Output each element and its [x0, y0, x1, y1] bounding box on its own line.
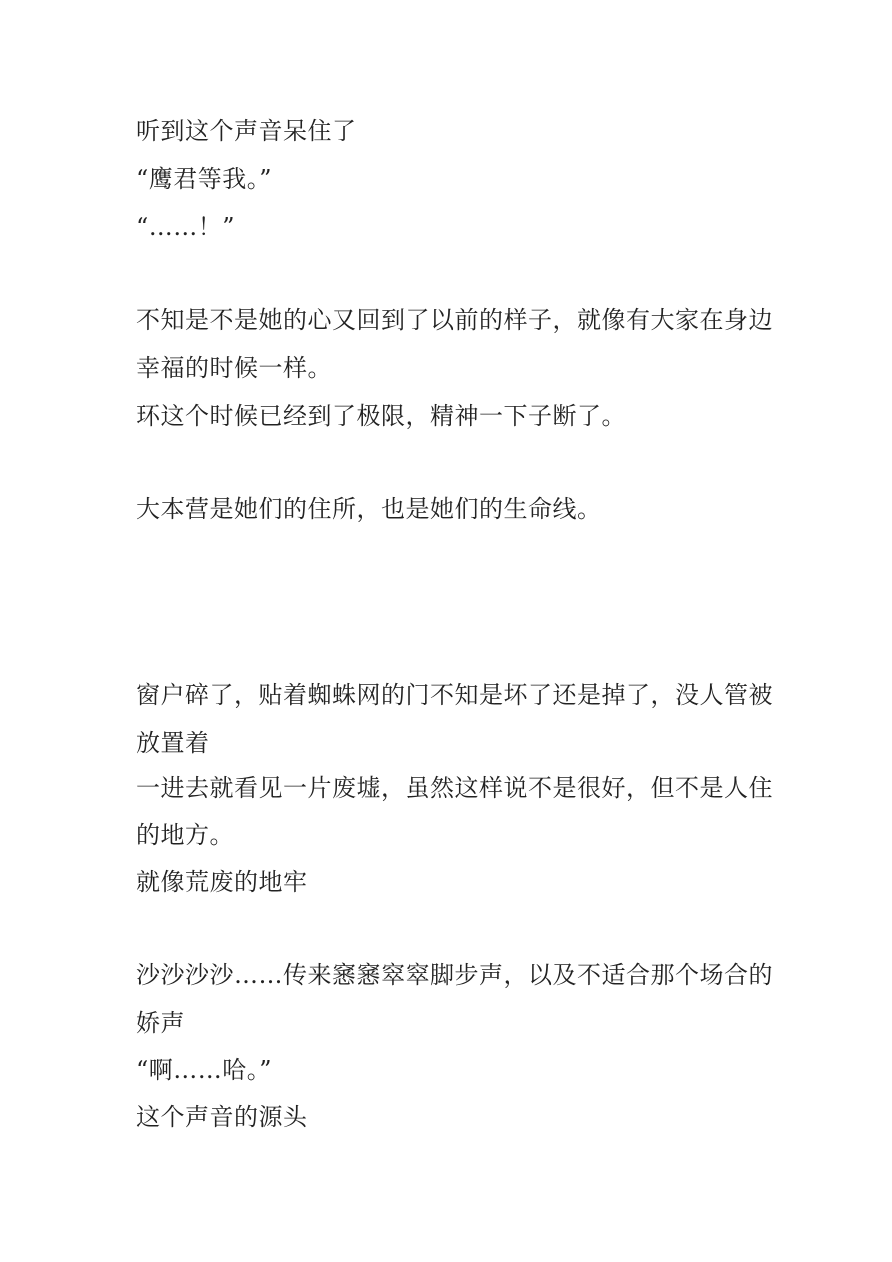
text-line: 窗户碎了，贴着蜘蛛网的门不知是坏了还是掉了，没人管被 — [136, 681, 773, 709]
text-line: 一进去就看见一片废墟，虽然这样说不是很好，但不是人住 — [136, 774, 773, 802]
text-line: 沙沙沙沙……传来窸窸窣窣脚步声，以及不适合那个场合的 — [136, 961, 773, 989]
text-line: 这个声音的源头 — [136, 1103, 308, 1131]
text-line: 娇声 — [136, 1009, 185, 1037]
text-line: “啊……哈。” — [136, 1056, 273, 1084]
text-line: 幸福的时候一样。 — [136, 354, 332, 382]
text-line: 的地方。 — [136, 821, 234, 849]
text-line: 环这个时候已经到了极限，精神一下子断了。 — [136, 402, 626, 430]
text-line: “鹰君等我。” — [136, 165, 273, 193]
text-line: 不知是不是她的心又回到了以前的样子，就像有大家在身边 — [136, 306, 773, 334]
text-line: “……！” — [136, 213, 236, 241]
text-line: 放置着 — [136, 729, 210, 757]
text-line: 大本营是她们的住所，也是她们的生命线。 — [136, 495, 602, 523]
text-line: 听到这个声音呆住了 — [136, 117, 357, 145]
text-line: 就像荒废的地牢 — [136, 868, 308, 896]
